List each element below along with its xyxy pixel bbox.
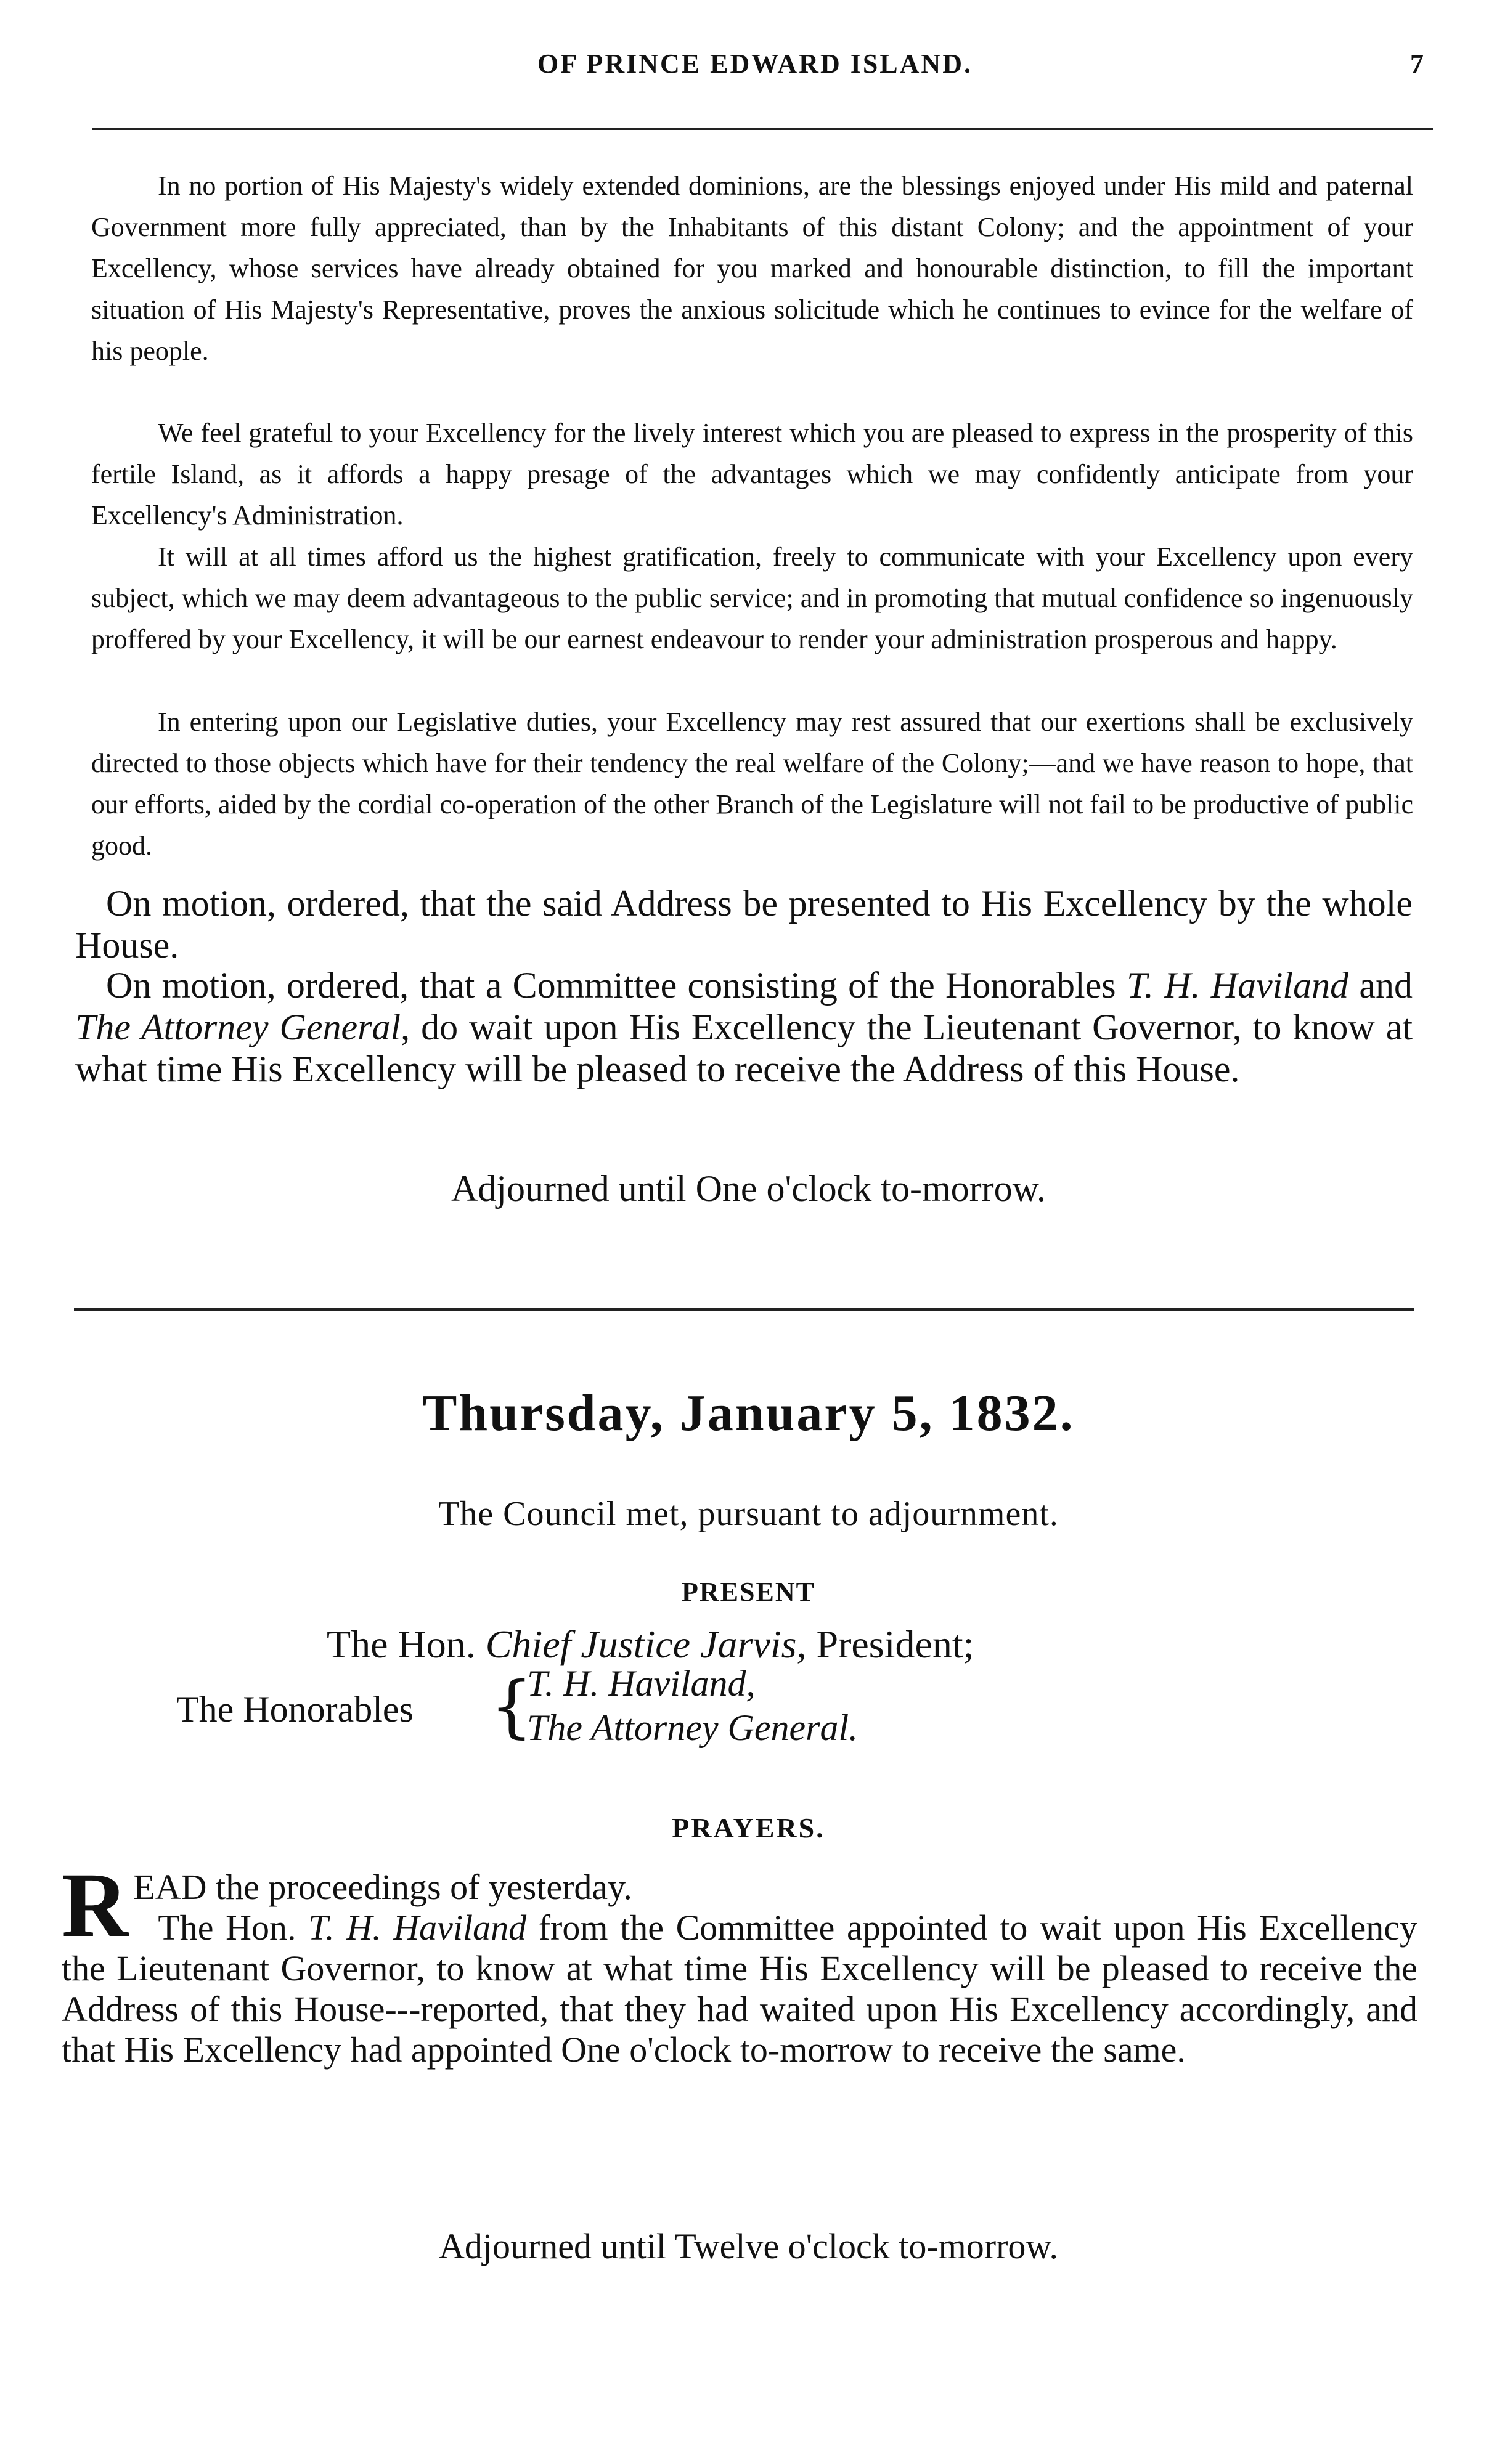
section-divider [74, 1308, 1414, 1311]
running-title: OF PRINCE EDWARD ISLAND. [537, 49, 973, 79]
adjournment-notice: Adjourned until One o'clock to-morrow. [451, 1168, 1046, 1209]
address-paragraph-2: We feel grateful to your Excellency for the lively interest which you are pleased to express in the prosperity of this fertile Island, as it affords a happy presage of the advantages which we may confidently anticipate from your Excellency's Administration. [91, 418, 1413, 531]
present-heading: PRESENT [682, 1577, 815, 1607]
proceedings-text: EAD the proceedings of yesterday. The Hon. T. H. Haviland from the Committee appointed to wait upon His Excellency the Lieutenant Governor, to know at what time His Excellency will be pleased to receive the Address of this House---reported, that they had waited upon His Excellency accordingly, and that His Excellency had appointed One o'clock to-morrow to receive the same. [62, 1867, 1417, 2070]
address-paragraph-4: In entering upon our Legislative duties, your Excellency may rest assured that our exertions shall be exclusively directed to those objects which have for their tendency the real welfare of the Colony;—and we have reason to hope, that our efforts, aided by the cordial co-operation of the other Branch of the Legislature will not fail to be productive of public good. [91, 707, 1413, 861]
address-paragraph-3: It will at all times afford us the highest gratification, freely to communicate with your Excellency upon every subject, which we may deem advantageous to the public service; and in promoting that mutual confidence so ingenuously proffered by your Excellency, it will be our earnest endeavour to render your administration prosperous and happy. [91, 542, 1413, 654]
reporting-member: T. H. Haviland [308, 1908, 527, 1948]
page-number: 7 [1410, 49, 1424, 79]
council-met-line: The Council met, pursuant to adjournment. [438, 1495, 1059, 1533]
honorable-member: T. H. Haviland, [527, 1663, 756, 1704]
header-rule [92, 128, 1433, 130]
brace-glyph: { [490, 1667, 533, 1746]
motion-present-address: On motion, ordered, that the said Address be presented to His Excellency by the whole House. [75, 883, 1413, 966]
proceedings-paragraph [62, 1854, 1417, 2070]
honorable-member: The Attorney General. [527, 1707, 859, 1748]
address-paragraph-1: In no portion of His Majesty's widely extended dominions, are the blessings enjoyed under His mild and paternal Government more fully appreciated, than by the Inhabitants of this distant Colony; and the appointment of your Excellency, whose services have already obtained for you marked and honourable distinction, to fill the important situation of His Majesty's Representative, proves the anxious solicitude which he continues to evince for the welfare of his people. [91, 171, 1413, 366]
committee-member-2: The Attorney General [75, 1007, 401, 1047]
prayers-heading: PRAYERS. [672, 1812, 825, 1844]
drop-cap: R [62, 1854, 129, 1956]
committee-member-1: T. H. Haviland [1126, 965, 1349, 1006]
day-heading: Thursday, January 5, 1832. [422, 1384, 1075, 1442]
running-header [86, 48, 1424, 85]
motion-committee: On motion, ordered, that a Committee consisting of the Honorables T. H. Haviland and The Attorney General, do wait upon His Excellency the Lieutenant Governor, to know at what time His Excellency will be pleased to receive the Address of this House. [75, 965, 1413, 1089]
chief-justice-name: Chief Justice Jarvis, [485, 1622, 807, 1666]
honorables-label: The Honorables [176, 1689, 414, 1730]
president-line: The Hon. Chief Justice Jarvis, President; [327, 1622, 974, 1666]
final-adjournment: Adjourned until Twelve o'clock to-morrow. [438, 2226, 1059, 2266]
